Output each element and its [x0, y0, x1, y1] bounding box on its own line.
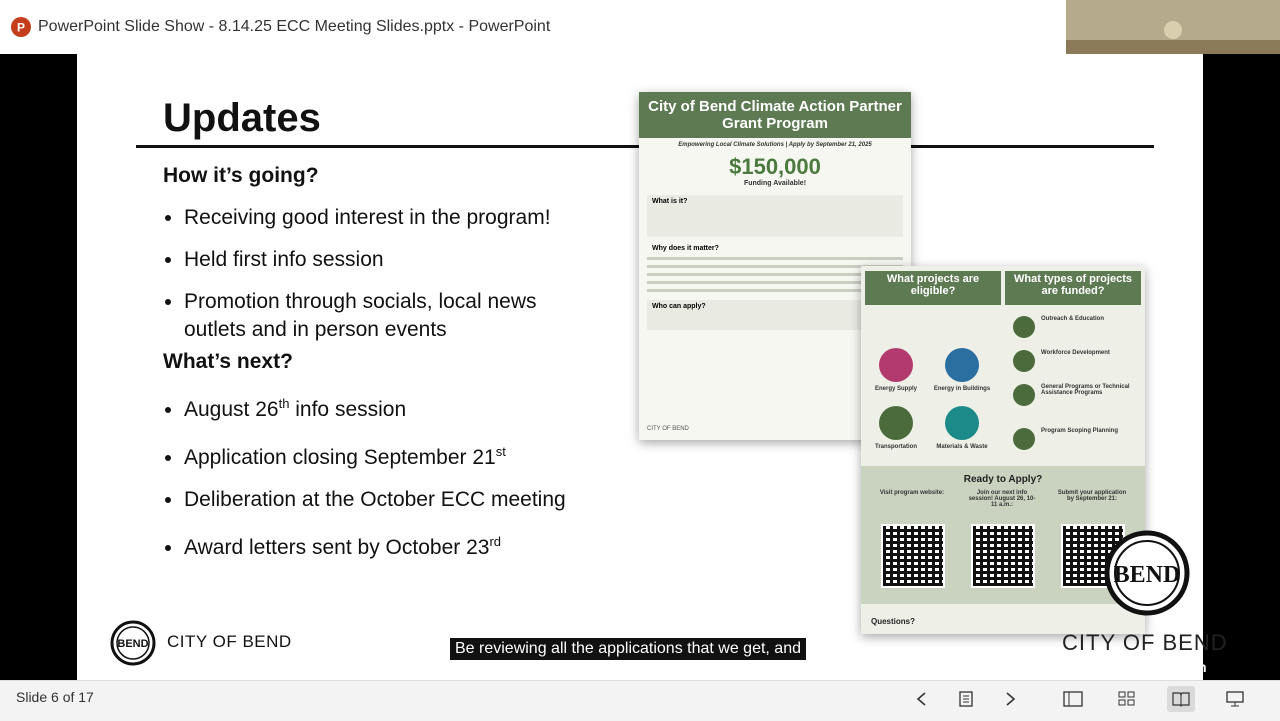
transportation-icon — [879, 406, 913, 440]
ready-to-apply-panel — [861, 466, 1145, 604]
grant-flyer-back — [861, 266, 1145, 634]
bullet-item: • Held first info session — [184, 246, 634, 274]
slide-title: Updates — [163, 96, 321, 140]
materials-waste-icon — [945, 406, 979, 440]
slides-icon — [957, 690, 975, 708]
flyer-section-what: What is it? — [647, 195, 903, 237]
previous-slide-button[interactable] — [908, 686, 936, 712]
slideshow-statusbar — [0, 680, 1280, 721]
svg-text:BEND: BEND — [117, 638, 149, 650]
flyer-section-who: Who can apply? — [647, 300, 903, 330]
programs-icon — [1013, 384, 1035, 406]
bend-watermark-logo — [1104, 530, 1190, 616]
type-label: Workforce Development — [1041, 350, 1110, 356]
bullet-item: • Application closing September 21st — [184, 438, 634, 472]
status-bullets — [161, 204, 634, 358]
outreach-icon — [1013, 316, 1035, 338]
live-caption: Be reviewing all the applications that we get, and — [450, 638, 806, 660]
bullet-item: • Deliberation at the October ECC meeting — [184, 486, 634, 514]
qr-label: Visit program website: — [879, 490, 945, 496]
flyer-questions: Questions? — [871, 617, 916, 626]
slide-list-button[interactable] — [952, 686, 980, 712]
window-title: PowerPoint Slide Show - 8.14.25 ECC Meeting Slides.pptx - PowerPoint — [38, 18, 551, 35]
qr-code — [971, 524, 1035, 588]
slide-area — [0, 54, 1280, 680]
powerpoint-icon — [10, 16, 32, 38]
workforce-icon — [1013, 350, 1035, 372]
type-label: General Programs or Technical Assistance Programs — [1041, 384, 1130, 396]
reading-view-button[interactable] — [1167, 686, 1195, 712]
window-titlebar — [0, 0, 1066, 54]
energy-buildings-icon — [945, 348, 979, 382]
section-heading-status: How it’s going? — [163, 164, 319, 187]
type-label: Program Scoping Planning — [1041, 428, 1119, 434]
qr-label: Join our next info session! August 26, 10-11 a.m.: — [968, 490, 1036, 508]
qr-code — [881, 524, 945, 588]
flyer-logo: CITY OF BEND — [647, 426, 689, 432]
bullet-item: • Receiving good interest in the program! — [184, 204, 634, 232]
normal-view-icon — [1063, 690, 1083, 708]
icon-label: Energy in Buildings — [933, 386, 991, 392]
bend-watermark-text: CITY OF BEND — [1062, 630, 1228, 655]
planning-icon — [1013, 428, 1035, 450]
flyer-amount: $150,000 — [729, 154, 821, 179]
slideshow-button[interactable] — [1221, 686, 1249, 712]
svg-text:BEND: BEND — [1113, 562, 1181, 588]
next-steps-bullets — [161, 390, 634, 576]
flyer-tagline: Empowering Local Climate Solutions | Apply by September 21, 2025 — [678, 142, 872, 148]
type-label: Outreach & Education — [1041, 316, 1105, 322]
flyer-text-line — [647, 257, 903, 260]
book-icon — [1171, 690, 1191, 708]
svg-text:P: P — [16, 20, 26, 35]
flyer-amount-sub: Funding Available! — [743, 180, 807, 187]
chevron-left-icon — [915, 691, 929, 707]
flyer-eligible-heading: What projects are eligible? — [865, 271, 1001, 305]
slide-counter: Slide 6 of 17 — [16, 689, 94, 705]
bullet-item: • August 26th info session — [184, 390, 634, 424]
chevron-right-icon — [1003, 691, 1017, 707]
normal-view-button[interactable] — [1059, 686, 1087, 712]
bullet-item: • Promotion through socials, local news outlets and in person events — [184, 288, 584, 344]
icon-label: Transportation — [874, 444, 917, 450]
section-heading-next: What’s next? — [163, 350, 293, 373]
city-of-bend-wordmark: CITY OF BEND — [167, 632, 292, 651]
powered-by-zoom: Powered by Zoom — [1086, 659, 1207, 675]
flyer-heading: City of Bend Climate Action Partner Grant Program — [639, 92, 911, 138]
slide-sorter-button[interactable] — [1113, 686, 1141, 712]
next-slide-button[interactable] — [996, 686, 1024, 712]
grid-icon — [1117, 690, 1137, 708]
slide[interactable] — [77, 54, 1228, 680]
ready-title: Ready to Apply? — [963, 474, 1043, 485]
presentation-icon — [1225, 690, 1245, 708]
flyer-section-why: Why does it matter? — [652, 245, 719, 252]
bullet-item: • Award letters sent by October 23rd — [184, 528, 634, 562]
icon-label: Energy Supply — [874, 386, 917, 392]
flyer-types-heading: What types of projects are funded? — [1005, 271, 1141, 305]
city-of-bend-logo-icon — [110, 620, 156, 666]
icon-label: Materials & Waste — [936, 444, 988, 450]
energy-supply-icon — [879, 348, 913, 382]
qr-label: Submit your application by September 21: — [1057, 490, 1127, 502]
